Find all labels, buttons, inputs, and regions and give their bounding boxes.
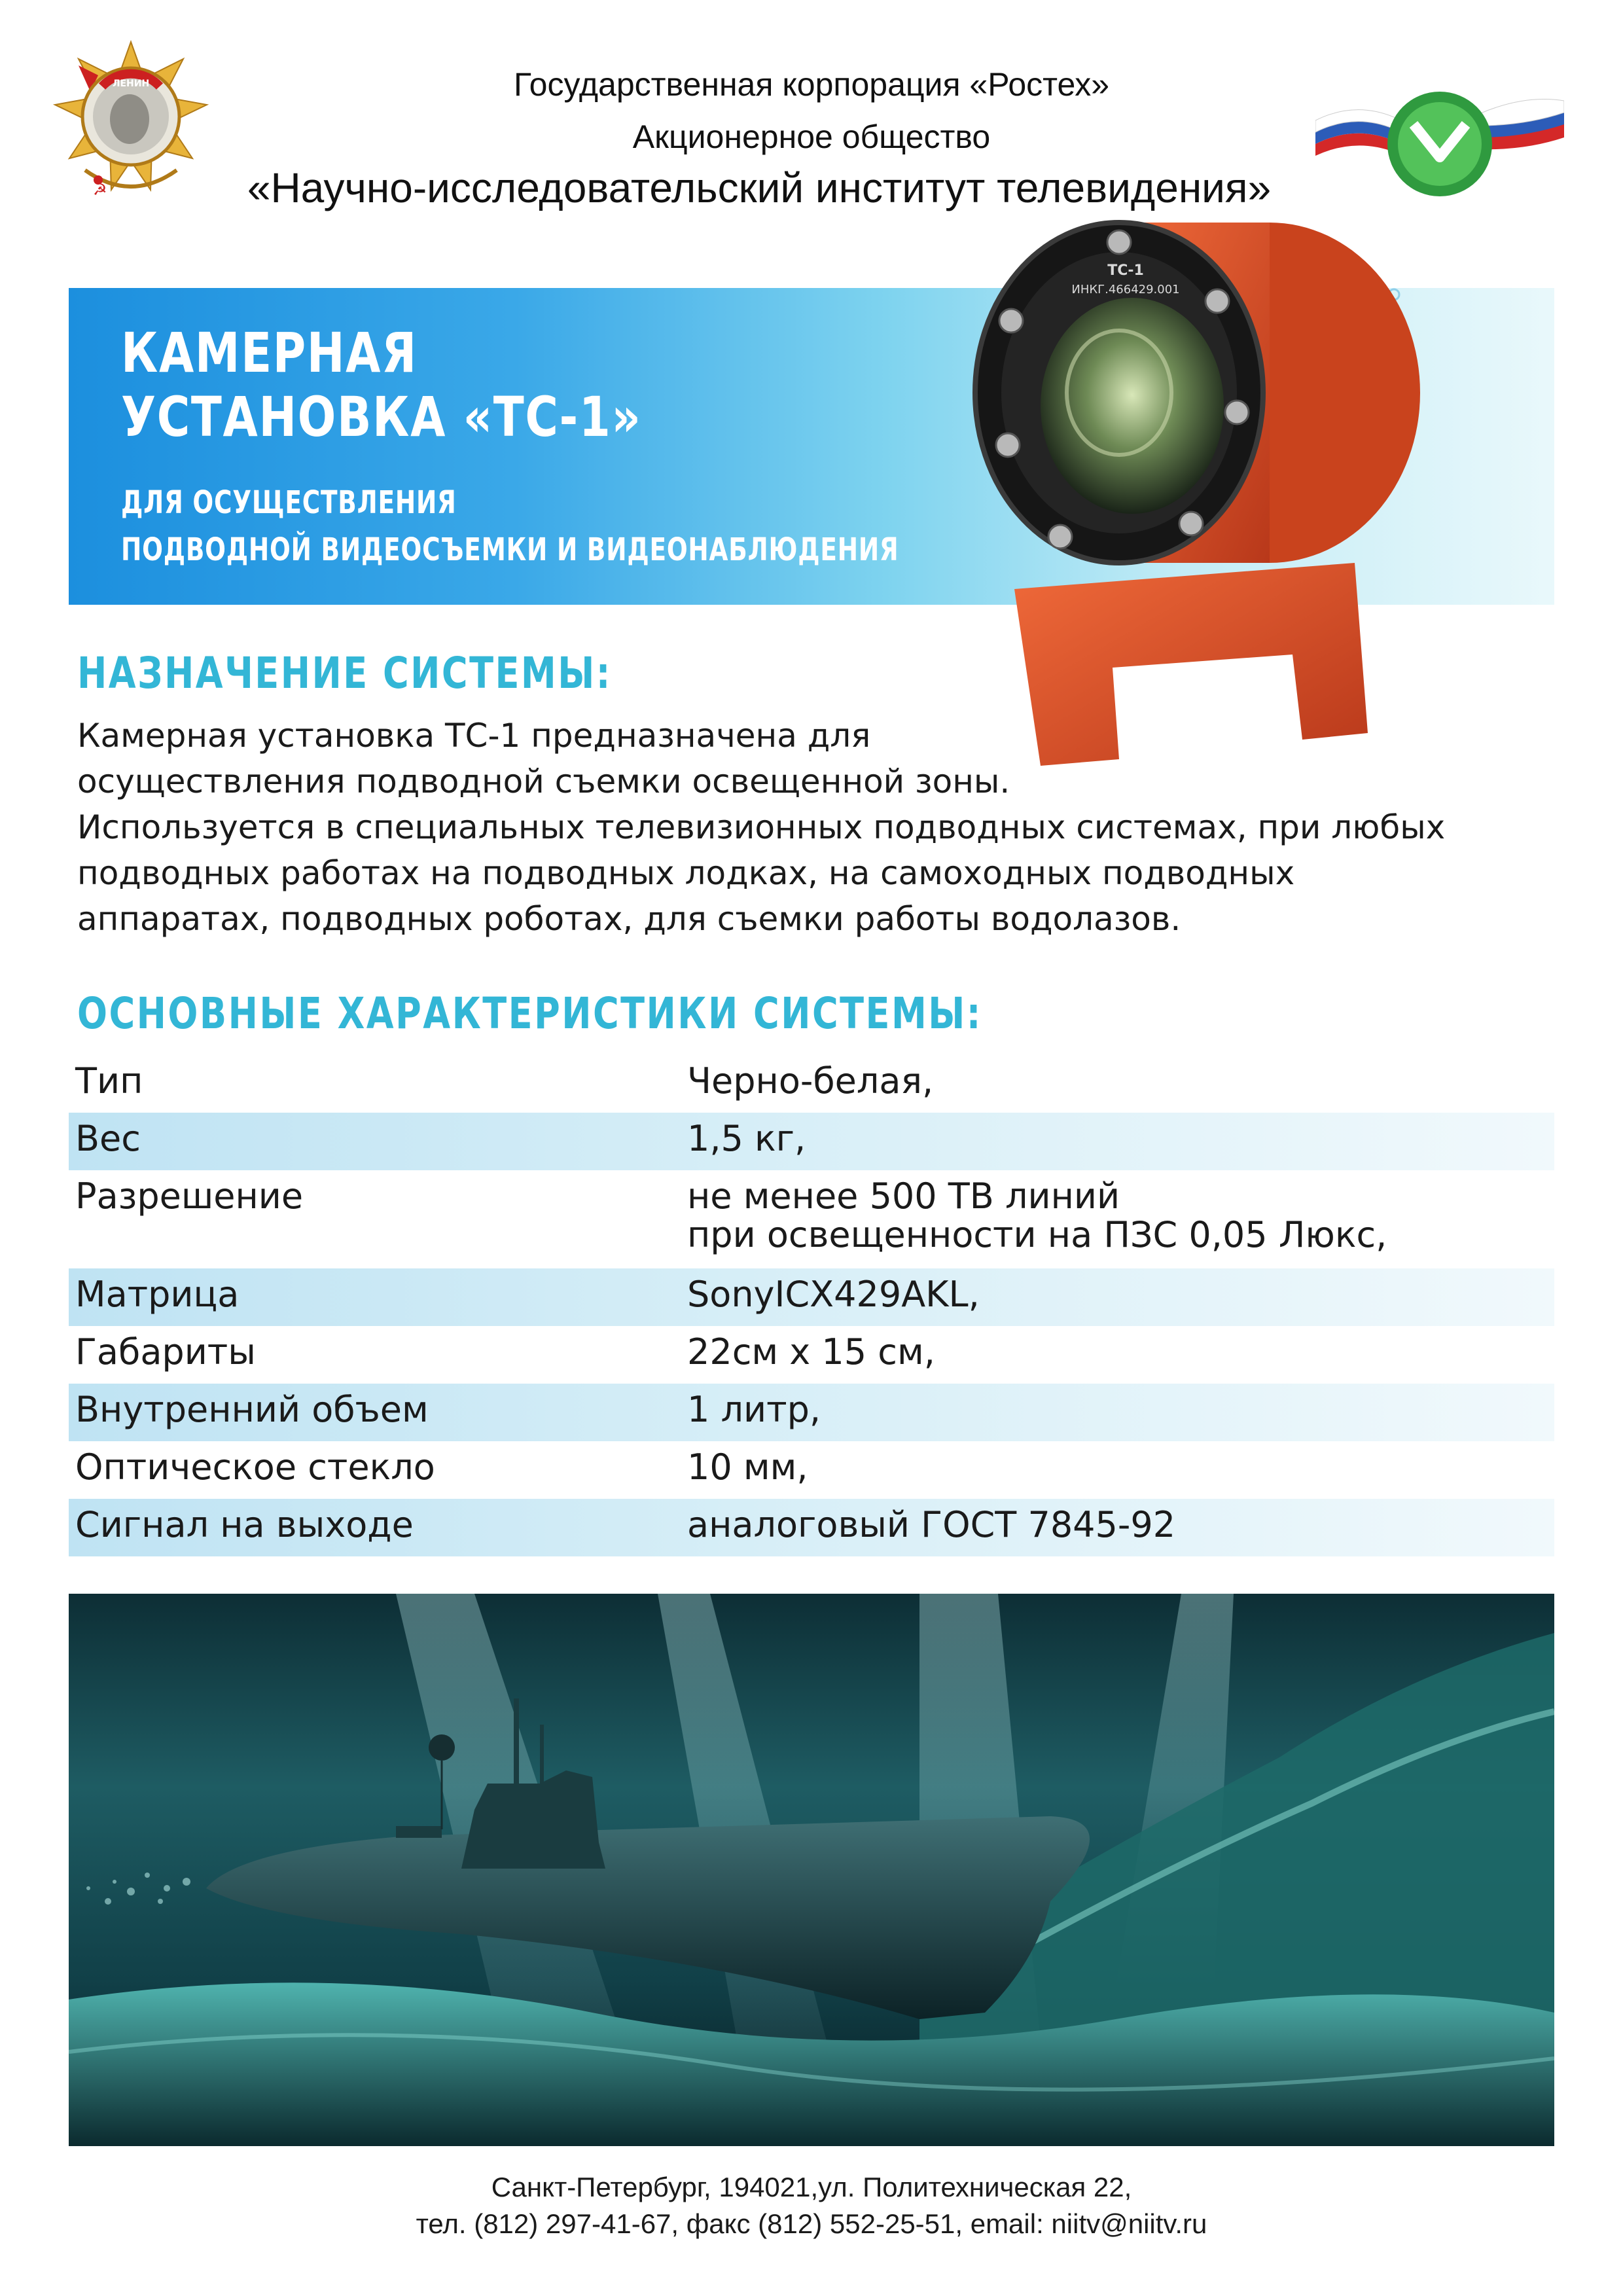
spec-value: 1,5 кг, <box>687 1118 806 1159</box>
spec-value: аналоговый ГОСТ 7845-92 <box>687 1504 1176 1545</box>
banner-subtitle-line1: ДЛЯ ОСУЩЕСТВЛЕНИЯ <box>121 484 457 521</box>
purpose-text-line: осуществления подводной съемки освещенной зоны. <box>77 762 1010 800</box>
spec-row-resolution <box>69 1170 1554 1268</box>
camera-illustration <box>962 196 1420 785</box>
purpose-text-line: подводных работах на подводных лодках, на самоходных подводных <box>77 854 1295 892</box>
spec-label: Тип <box>75 1060 143 1102</box>
spec-value: 1 литр, <box>687 1389 821 1430</box>
header-corporation: Государственная корпорация «Ростех» <box>513 66 1110 103</box>
spec-row-glass <box>69 1441 1554 1499</box>
svg-text:☭: ☭ <box>93 181 107 196</box>
footer-address: Санкт-Петербург, 194021,ул. Политехническая 22, <box>491 2172 1132 2202</box>
specs-heading: ОСНОВНЫЕ ХАРАКТЕРИСТИКИ СИСТЕМЫ: <box>77 988 982 1039</box>
spec-label: Сигнал на выходе <box>75 1504 414 1545</box>
header-company-type: Акционерное общество <box>632 118 991 155</box>
spec-value: 10 мм, <box>687 1446 808 1488</box>
purpose-heading: НАЗНАЧЕНИЕ СИСТЕМЫ: <box>77 648 612 698</box>
header-institute-name: «Научно-исследовательский институт телевидения» <box>247 164 1272 211</box>
spec-row-volume <box>69 1384 1554 1441</box>
camera-serial-label: ИНКГ.466429.001 <box>1071 283 1180 296</box>
spec-value: SonyICX429AKL, <box>687 1274 980 1315</box>
banner-title-line2: УСТАНОВКА «ТС-1» <box>121 385 642 449</box>
spec-row-type <box>69 1055 1554 1113</box>
spec-value: Черно-белая, <box>687 1060 934 1102</box>
emblem-text: ЛЕНИН <box>112 79 150 89</box>
banner-title-line1: КАМЕРНАЯ <box>121 321 418 385</box>
spec-row-weight <box>69 1113 1554 1170</box>
banner-subtitle-line2: ПОДВОДНОЙ ВИДЕОСЪЕМКИ И ВИДЕОНАБЛЮДЕНИЯ <box>121 531 899 568</box>
spec-value-multiline <box>687 1177 1387 1255</box>
spec-value-line: не менее 500 ТВ линий <box>687 1175 1120 1217</box>
spec-label: Матрица <box>75 1274 240 1315</box>
spec-label: Внутренний объем <box>75 1389 429 1430</box>
spec-label: Оптическое стекло <box>75 1446 435 1488</box>
spec-label: Вес <box>75 1118 141 1159</box>
purpose-text-line: Камерная установка ТС-1 предназначена для <box>77 717 871 755</box>
spec-row-signal <box>69 1499 1554 1556</box>
spec-row-dimensions <box>69 1326 1554 1384</box>
spec-value: 22см х 15 см, <box>687 1331 935 1372</box>
purpose-text-line: Используется в специальных телевизионных подводных системах, при любых <box>77 808 1446 846</box>
spec-label: Разрешение <box>75 1175 304 1217</box>
spec-label: Габариты <box>75 1331 256 1372</box>
camera-model-label: ТС-1 <box>1107 262 1144 279</box>
submarine-illustration <box>69 1594 1554 2146</box>
spec-value-line: при освещенности на ПЗС 0,05 Люкс, <box>687 1214 1387 1256</box>
purpose-text-line: аппаратах, подводных роботах, для съемки работы водолазов. <box>77 900 1181 938</box>
footer-contacts: тел. (812) 297-41-67, факс (812) 552-25-51, email: niitv@niitv.ru <box>416 2208 1207 2239</box>
spec-row-matrix <box>69 1268 1554 1326</box>
